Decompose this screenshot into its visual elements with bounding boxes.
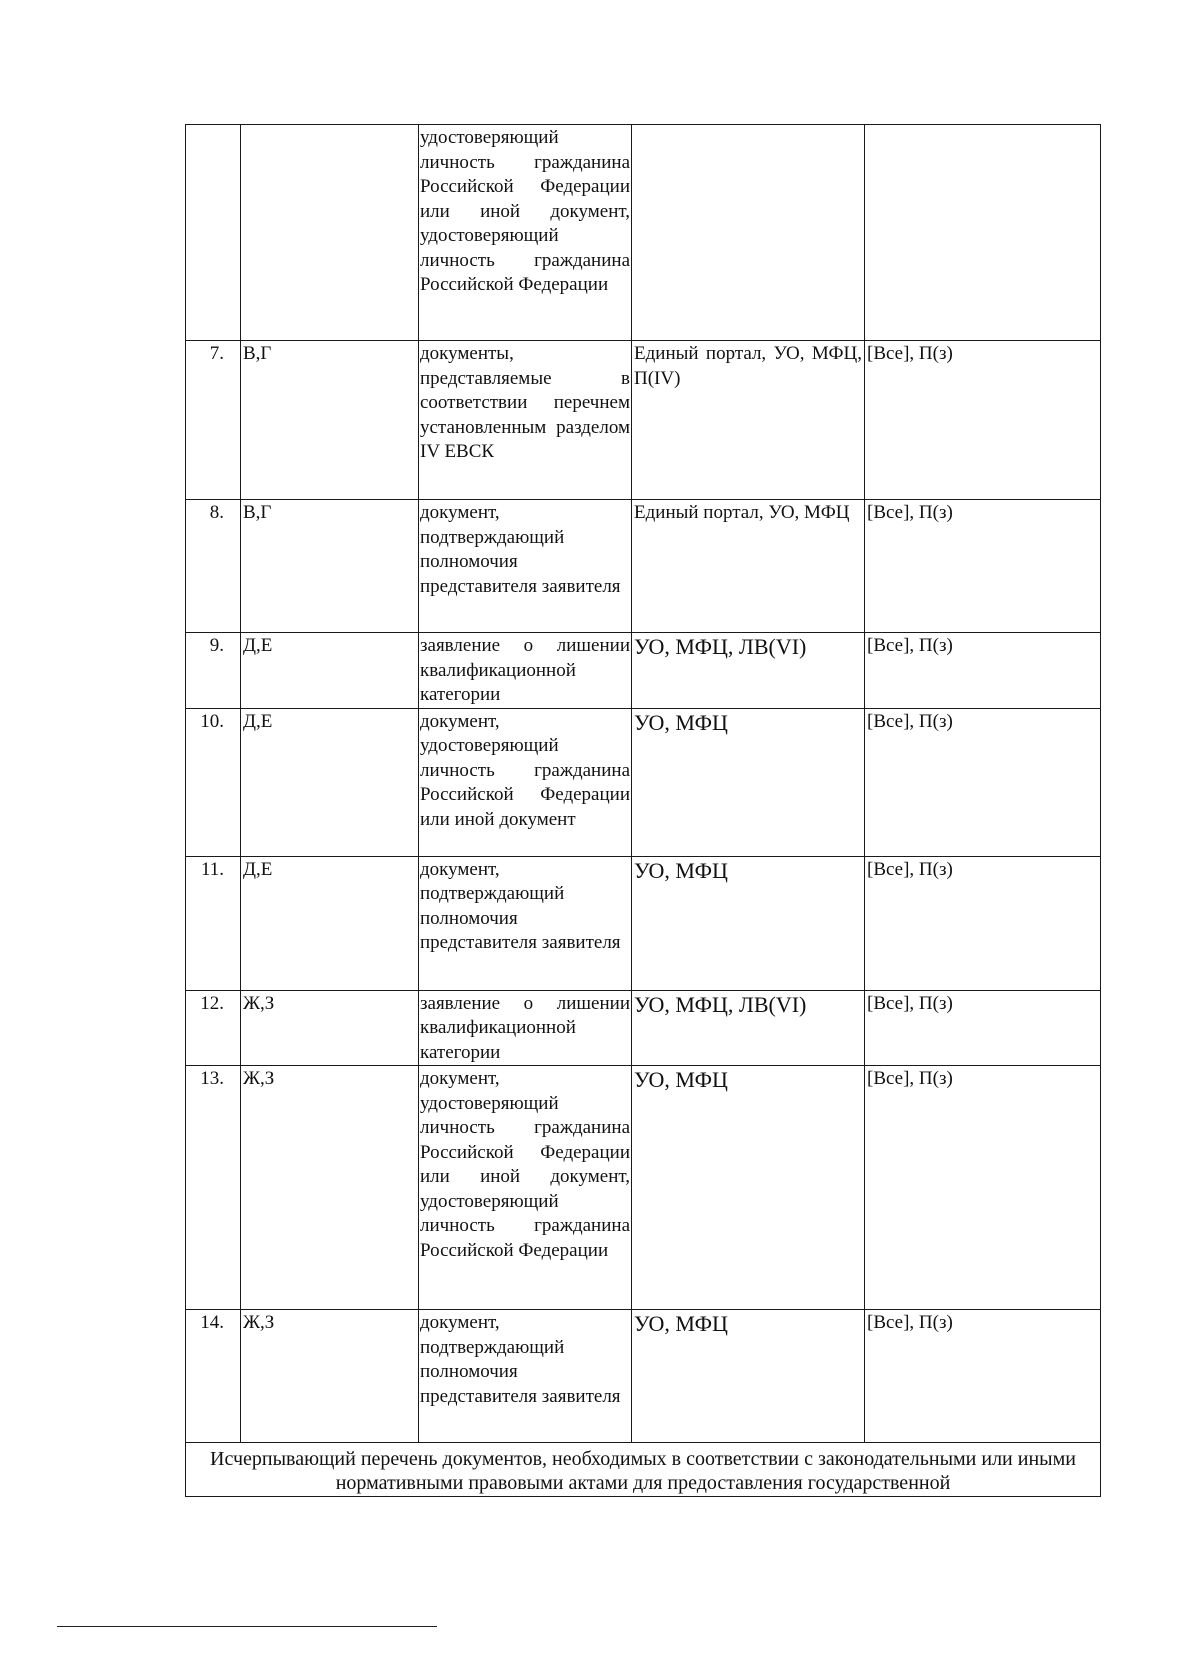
row-recipients: [Все], П(з)	[865, 990, 1101, 1066]
row-category: Д,Е	[241, 708, 419, 856]
table-footer-text: Исчерпывающий перечень документов, необходимых в соответствии с законодательными или иными нормативными правовыми актами для предоставления государственной	[186, 1443, 1101, 1497]
row-number	[186, 125, 241, 341]
row-category: В,Г	[241, 500, 419, 633]
table-row	[186, 633, 1101, 709]
table-row	[186, 990, 1101, 1066]
row-source: УО, МФЦ	[632, 856, 865, 990]
table-footer-row	[186, 1443, 1101, 1497]
row-number: 10.	[186, 708, 241, 856]
row-document: документ, удостоверяющий личность гражданина Российской Федерации или иной документ	[419, 708, 632, 856]
row-document: документ, подтверждающий полномочия представителя заявителя	[419, 856, 632, 990]
row-number: 12.	[186, 990, 241, 1066]
row-number: 8.	[186, 500, 241, 633]
row-recipients	[865, 125, 1101, 341]
row-number: 13.	[186, 1066, 241, 1310]
row-source: УО, МФЦ, ЛВ(VI)	[632, 633, 865, 709]
row-recipients: [Все], П(з)	[865, 708, 1101, 856]
table-row	[186, 708, 1101, 856]
row-recipients: [Все], П(з)	[865, 1066, 1101, 1310]
row-document: заявление о лишении квалификационной категории	[419, 633, 632, 709]
row-recipients: [Все], П(з)	[865, 1310, 1101, 1443]
row-category: Ж,З	[241, 1066, 419, 1310]
row-document: документы, представляемые в соответствии перечнем установленным разделом IV ЕВСК	[419, 341, 632, 500]
table-row	[186, 856, 1101, 990]
row-recipients: [Все], П(з)	[865, 341, 1101, 500]
row-recipients: [Все], П(з)	[865, 856, 1101, 990]
row-document: документ, удостоверяющий личность гражданина Российской Федерации или иной документ, удостоверяющий личность гражданина Российской Федерации	[419, 1066, 632, 1310]
row-document: удостоверяющий личность гражданина Российской Федерации или иной документ, удостоверяющий личность гражданина Российской Федерации	[419, 125, 632, 341]
row-recipients: [Все], П(з)	[865, 500, 1101, 633]
row-source: УО, МФЦ, ЛВ(VI)	[632, 990, 865, 1066]
table-row	[186, 500, 1101, 633]
table-row	[186, 125, 1101, 341]
row-source: УО, МФЦ	[632, 1310, 865, 1443]
row-source: Единый портал, УО, МФЦ	[632, 500, 865, 633]
row-recipients: [Все], П(з)	[865, 633, 1101, 709]
row-number: 11.	[186, 856, 241, 990]
row-document: документ, подтверждающий полномочия представителя заявителя	[419, 500, 632, 633]
row-document: документ, подтверждающий полномочия представителя заявителя	[419, 1310, 632, 1443]
documents-table	[185, 124, 1101, 1497]
row-category: Ж,З	[241, 990, 419, 1066]
row-number: 9.	[186, 633, 241, 709]
table-row	[186, 341, 1101, 500]
row-source	[632, 125, 865, 341]
row-source: Единый портал, УО, МФЦ, П(IV)	[632, 341, 865, 500]
row-number: 14.	[186, 1310, 241, 1443]
row-document: заявление о лишении квалификационной категории	[419, 990, 632, 1066]
row-category: Д,Е	[241, 633, 419, 709]
row-number: 7.	[186, 341, 241, 500]
row-category: Ж,З	[241, 1310, 419, 1443]
row-category: Д,Е	[241, 856, 419, 990]
row-source: УО, МФЦ	[632, 708, 865, 856]
row-category: В,Г	[241, 341, 419, 500]
table-row	[186, 1310, 1101, 1443]
row-source: УО, МФЦ	[632, 1066, 865, 1310]
table-row	[186, 1066, 1101, 1310]
row-category	[241, 125, 419, 341]
footnote-separator	[57, 1626, 437, 1627]
